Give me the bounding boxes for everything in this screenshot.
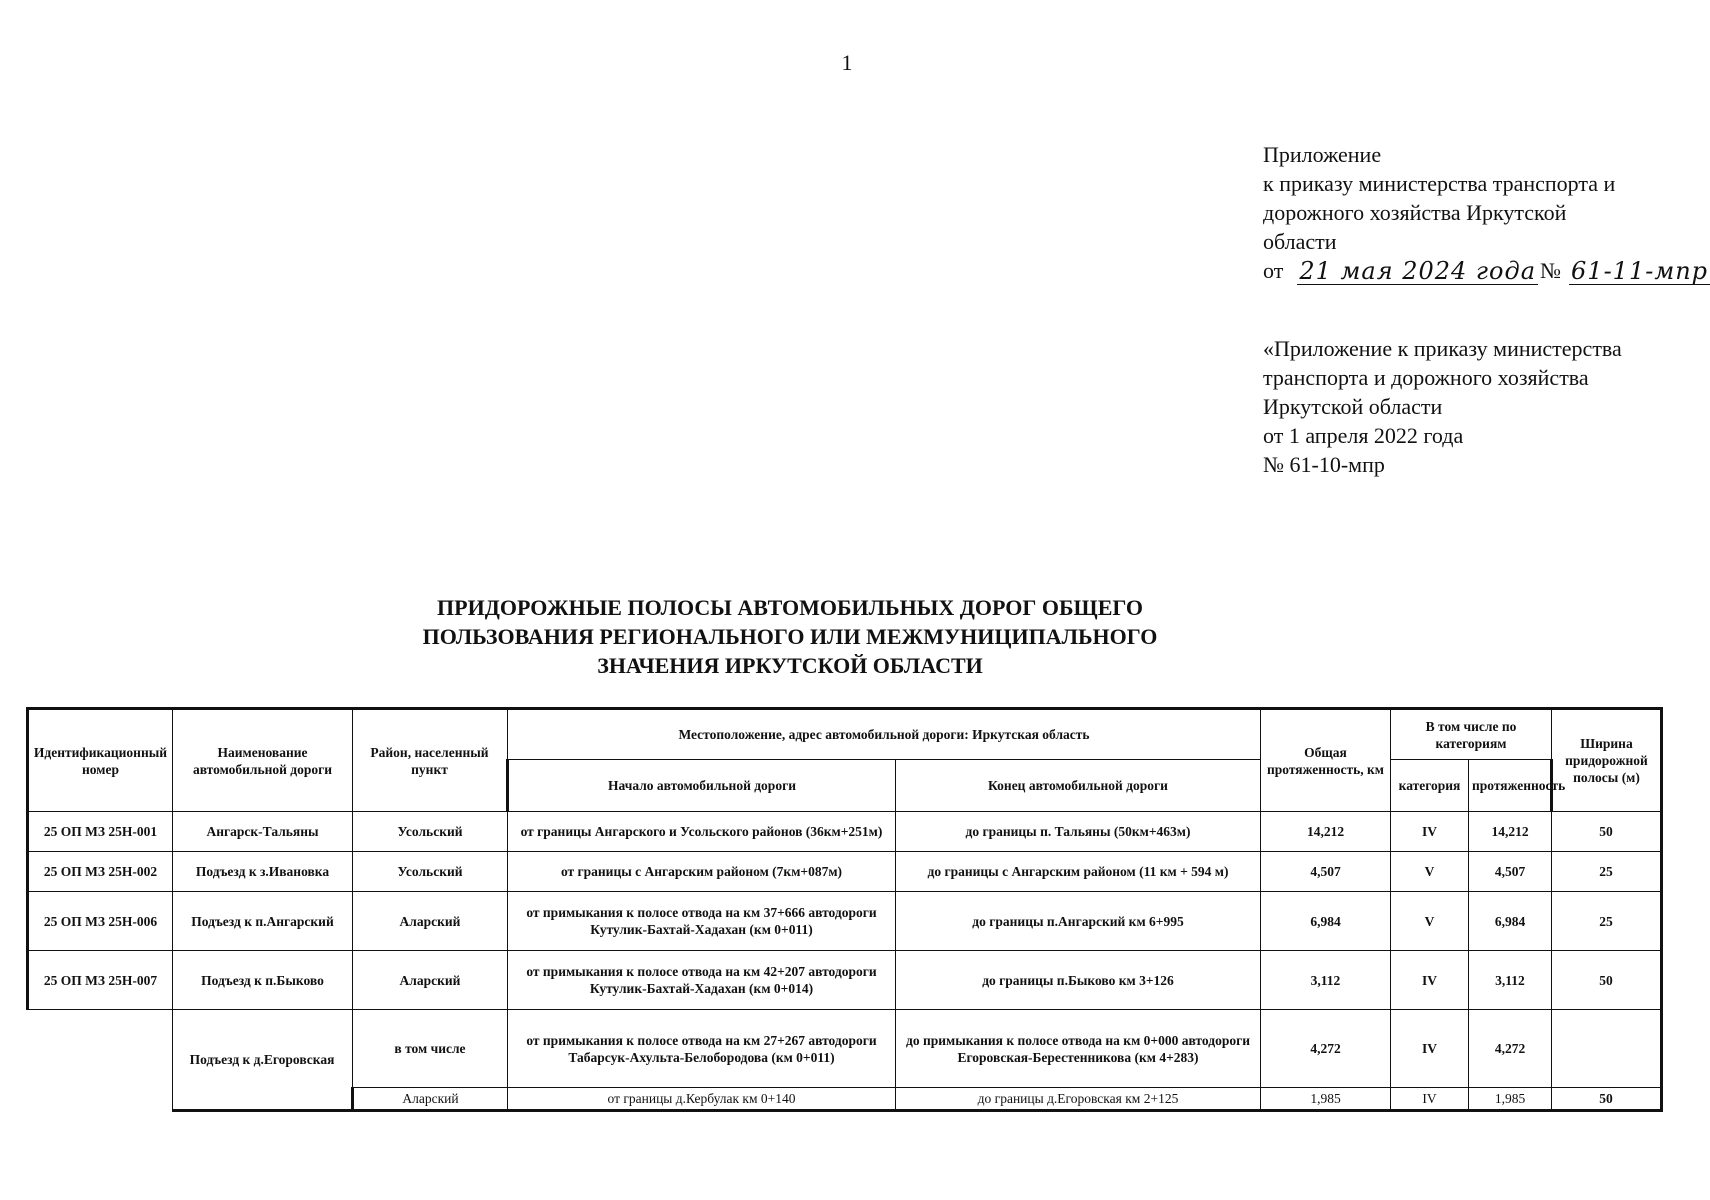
cell-category: IV <box>1391 1010 1469 1088</box>
header-category: категория <box>1391 760 1469 812</box>
cell-length: 1,985 <box>1469 1088 1552 1111</box>
cell-width: 50 <box>1552 1088 1662 1111</box>
cell-width: 50 <box>1552 951 1662 1010</box>
cell-district: Усольский <box>353 852 508 892</box>
cell-start: от примыкания к полосе отвода на км 42+207 автодороги Кутулик-Бахтай-Хадахан (км 0+014) <box>508 951 896 1010</box>
cell-id: 25 ОП МЗ 25Н-002 <box>28 852 173 892</box>
cell-end: до примыкания к полосе отвода на км 0+000 автодороги Егоровская-Берестенникова (км 4+283) <box>896 1010 1261 1088</box>
cell-total: 1,985 <box>1261 1088 1391 1111</box>
cell-district: Аларский <box>353 951 508 1010</box>
cell-width: 25 <box>1552 892 1662 951</box>
header-by-category: В том числе по категориям <box>1391 709 1552 760</box>
handwritten-date: 21 мая 2024 года <box>1299 257 1537 285</box>
reference-line: «Приложение к приказу министерства <box>1263 336 1622 361</box>
cell-id <box>28 1010 173 1111</box>
cell-start: от границы Ангарского и Усольского районов (36км+251м) <box>508 812 896 852</box>
header-length: протяженность <box>1469 760 1552 812</box>
cell-name: Подъезд к п.Ангарский <box>173 892 353 951</box>
number-sign: № <box>1540 258 1562 283</box>
header-location: Местоположение, адрес автомобильной дороги: Иркутская область <box>508 709 1261 760</box>
cell-width <box>1552 1010 1662 1088</box>
cell-total: 6,984 <box>1261 892 1391 951</box>
table-row <box>28 892 1662 951</box>
approval-block <box>1263 140 1709 285</box>
title-line: ПОЛЬЗОВАНИЯ РЕГИОНАЛЬНОГО ИЛИ МЕЖМУНИЦИПАЛЬНОГО <box>422 624 1158 649</box>
header-width: Ширина придорожной полосы (м) <box>1552 709 1662 812</box>
approval-line: дорожного хозяйства Иркутской <box>1263 200 1567 225</box>
cell-id: 25 ОП МЗ 25Н-007 <box>28 951 173 1010</box>
table-row <box>28 1010 1662 1088</box>
cell-category: V <box>1391 852 1469 892</box>
approval-line: области <box>1263 229 1337 254</box>
reference-line: Иркутской области <box>1263 394 1443 419</box>
cell-end: до границы с Ангарским районом (11 км + 594 м) <box>896 852 1261 892</box>
cell-start: от примыкания к полосе отвода на км 37+666 автодороги Кутулик-Бахтай-Хадахан (км 0+011) <box>508 892 896 951</box>
header-district: Район, населенный пункт <box>353 709 508 812</box>
cell-category: IV <box>1391 1088 1469 1111</box>
approval-line: к приказу министерства транспорта и <box>1263 171 1616 196</box>
cell-end: до границы п.Быково км 3+126 <box>896 951 1261 1010</box>
cell-length: 14,212 <box>1469 812 1552 852</box>
cell-name: Ангарск-Тальяны <box>173 812 353 852</box>
reference-line: от 1 апреля 2022 года <box>1263 423 1464 448</box>
reference-line: транспорта и дорожного хозяйства <box>1263 365 1589 390</box>
cell-district: Аларский <box>353 1088 508 1111</box>
cell-length: 4,507 <box>1469 852 1552 892</box>
cell-total: 14,212 <box>1261 812 1391 852</box>
cell-name: Подъезд к п.Быково <box>173 951 353 1010</box>
title-line: ЗНАЧЕНИЯ ИРКУТСКОЙ ОБЛАСТИ <box>597 653 983 678</box>
cell-id: 25 ОП МЗ 25Н-001 <box>28 812 173 852</box>
order-date-line <box>1263 256 1709 285</box>
date-prefix: от <box>1263 258 1284 283</box>
cell-length: 3,112 <box>1469 951 1552 1010</box>
document-title <box>330 593 1250 680</box>
cell-width: 50 <box>1552 812 1662 852</box>
cell-total: 4,507 <box>1261 852 1391 892</box>
cell-start: от границы с Ангарским районом (7км+087м) <box>508 852 896 892</box>
table-row <box>28 852 1662 892</box>
cell-total: 4,272 <box>1261 1010 1391 1088</box>
cell-district: Аларский <box>353 892 508 951</box>
header-id: Идентификационный номер <box>28 709 173 812</box>
header-name: Наименование автомобильной дороги <box>173 709 353 812</box>
cell-name: Подъезд к д.Егоровская <box>173 1010 353 1111</box>
cell-start: от границы д.Кербулак км 0+140 <box>508 1088 896 1111</box>
cell-end: до границы п. Тальяны (50км+463м) <box>896 812 1261 852</box>
cell-name: Подъезд к з.Ивановка <box>173 852 353 892</box>
cell-total: 3,112 <box>1261 951 1391 1010</box>
page-number: 1 <box>841 50 853 75</box>
roads-table <box>26 707 1663 1112</box>
cell-start: от примыкания к полосе отвода на км 27+267 автодороги Табарсук-Ахульта-Белобородова (км 0+011) <box>508 1010 896 1088</box>
cell-district: в том числе <box>353 1010 508 1088</box>
cell-district: Усольский <box>353 812 508 852</box>
cell-length: 4,272 <box>1469 1010 1552 1088</box>
table-row <box>28 951 1662 1010</box>
approval-line: Приложение <box>1263 142 1382 167</box>
reference-block <box>1263 334 1683 479</box>
cell-id: 25 ОП МЗ 25Н-006 <box>28 892 173 951</box>
handwritten-number: 61-11-мпр <box>1571 257 1709 285</box>
cell-category: V <box>1391 892 1469 951</box>
cell-width: 25 <box>1552 852 1662 892</box>
header-start: Начало автомобильной дороги <box>508 760 896 812</box>
reference-line: № 61-10-мпр <box>1263 452 1385 477</box>
cell-category: IV <box>1391 951 1469 1010</box>
header-end: Конец автомобильной дороги <box>896 760 1261 812</box>
cell-end: до границы д.Егоровская км 2+125 <box>896 1088 1261 1111</box>
header-total: Общая протяженность, км <box>1261 709 1391 812</box>
cell-end: до границы п.Ангарский км 6+995 <box>896 892 1261 951</box>
cell-length: 6,984 <box>1469 892 1552 951</box>
title-line: ПРИДОРОЖНЫЕ ПОЛОСЫ АВТОМОБИЛЬНЫХ ДОРОГ ОБЩЕГО <box>437 595 1143 620</box>
table-row <box>28 812 1662 852</box>
cell-category: IV <box>1391 812 1469 852</box>
